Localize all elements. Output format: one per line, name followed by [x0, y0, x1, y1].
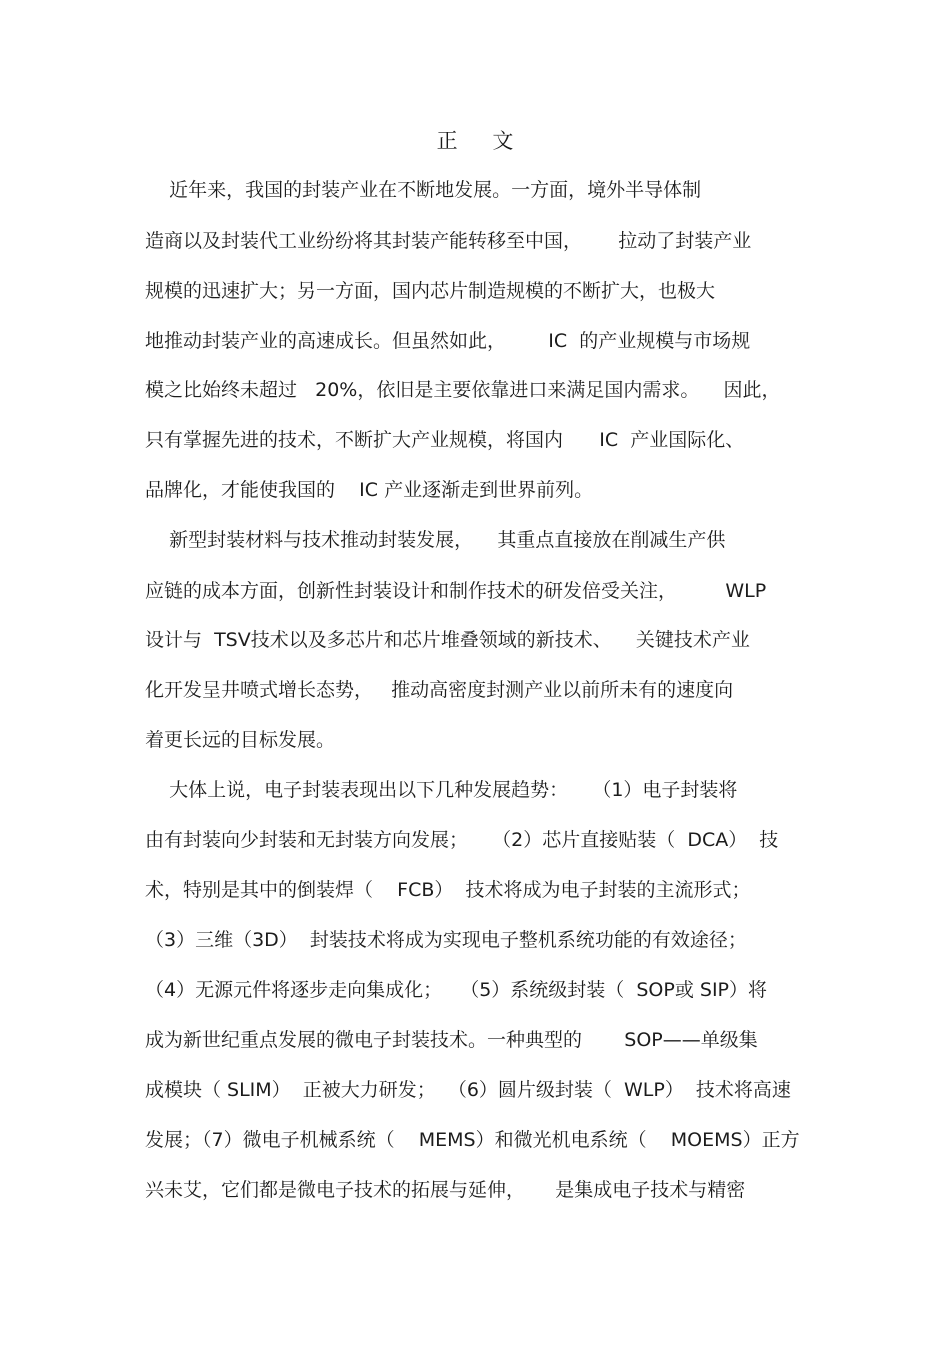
text-line: 新型封装材料与技术推动封装发展， 其重点直接放在削减生产供: [145, 529, 726, 551]
text-line: （4）无源元件将逐步走向集成化； （5）系统级封装（ SOP或 SIP）将: [145, 979, 768, 1001]
text-line: 大体上说，电子封装表现出以下几种发展趋势： （1）电子封装将: [145, 779, 738, 801]
page-title: 正 文: [436, 129, 528, 153]
text-line: 应链的成本方面，创新性封装设计和制作技术的研发倍受关注， WLP: [145, 580, 767, 602]
text-line: 品牌化，才能使我国的 IC 产业逐渐走到世界前列。: [145, 479, 594, 501]
text-line: 只有掌握先进的技术，不断扩大产业规模，将国内 IC 产业国际化、: [145, 429, 745, 451]
text-line: 着更长远的目标发展。: [145, 729, 336, 751]
text-line: 地推动封装产业的高速成长。但虽然如此， IC 的产业规模与市场规: [145, 330, 751, 352]
text-line: 兴未艾，它们都是微电子技术的拓展与延伸， 是集成电子技术与精密: [145, 1179, 746, 1201]
text-line: 成模块（ SLIM） 正被大力研发； （6）圆片级封装（ WLP） 技术将高速: [145, 1079, 791, 1101]
text-line: （3）三维（3D） 封装技术将成为实现电子整机系统功能的有效途径；: [145, 929, 747, 951]
text-line: 由有封装向少封装和无封装方向发展； （2）芯片直接贴装（ DCA） 技: [145, 829, 779, 851]
text-line: 成为新世纪重点发展的微电子封装技术。一种典型的 SOP——单级集: [145, 1029, 758, 1051]
text-line: 设计与 TSV技术以及多芯片和芯片堆叠领域的新技术、 关键技术产业: [145, 629, 750, 651]
text-line: 模之比始终未超过 20%，依旧是主要依靠进口来满足国内需求。 因此，: [145, 379, 781, 401]
text-line: 术，特别是其中的倒装焊（ FCB） 技术将成为电子封装的主流形式；: [145, 879, 751, 901]
text-line: 发展；（7）微电子机械系统（ MEMS）和微光机电系统（ MOEMS）正方: [145, 1129, 800, 1151]
text-line: 规模的迅速扩大；另一方面，国内芯片制造规模的不断扩大，也极大: [145, 280, 716, 302]
text-line: 近年来，我国的封装产业在不断地发展。一方面，境外半导体制: [145, 179, 702, 201]
text-line: 造商以及封装代工业纷纷将其封装产能转移至中国， 拉动了封装产业: [145, 230, 752, 252]
text-line: 化开发呈井喷式增长态势， 推动高密度封测产业以前所未有的速度向: [145, 679, 734, 701]
